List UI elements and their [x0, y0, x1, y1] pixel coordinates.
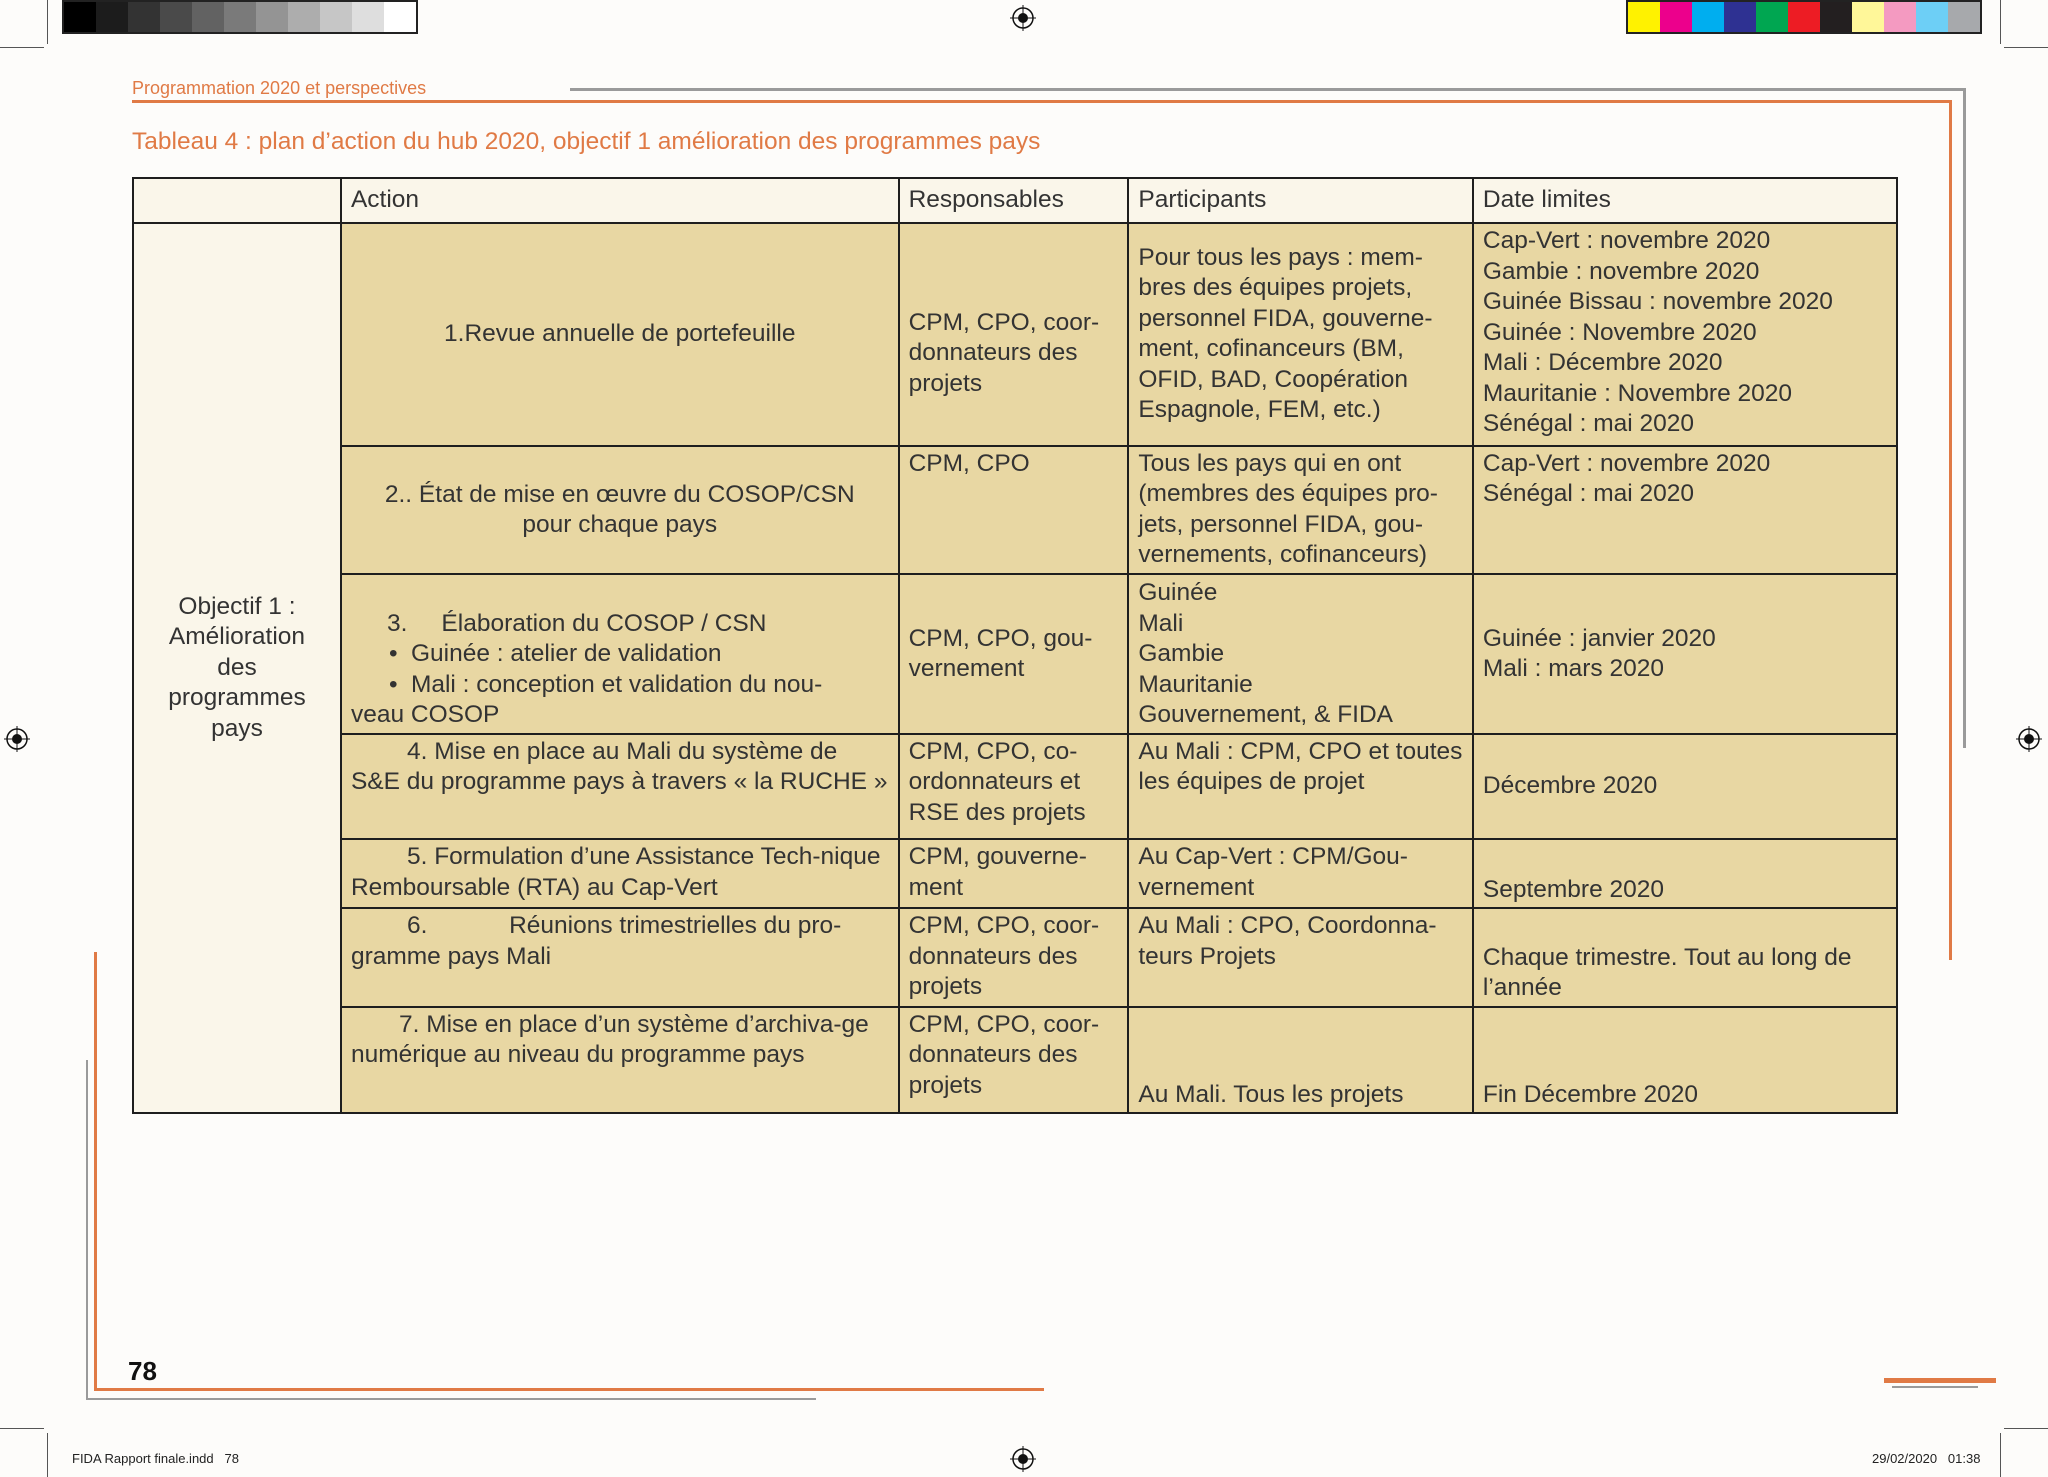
action-cell: 6. Réunions trimestrielles du pro-gramme pays Mali [341, 908, 899, 1006]
footer-accent-gray [1892, 1386, 1978, 1388]
table-row [133, 908, 1897, 1006]
action-cell: 1.Revue annuelle de portefeuille [341, 223, 899, 446]
table-row [133, 734, 1897, 839]
color-swatch [96, 2, 128, 32]
color-swatch [192, 2, 224, 32]
participants-cell: Au Mali. Tous les projets [1128, 1007, 1473, 1113]
participants-cell [1128, 574, 1473, 734]
action-tail: veau COSOP [350, 701, 500, 729]
table-header-row [133, 178, 1897, 223]
color-swatch [1916, 2, 1948, 32]
color-swatch [64, 2, 96, 32]
date-line: Guinée : janvier 2020 [1482, 624, 1716, 652]
action-cell: 4. Mise en place au Mali du système de S&E du programme pays à travers « la RUCHE » [341, 734, 899, 839]
action-bullet: • Mali : conception et validation du nou- [351, 670, 889, 701]
crop-mark [0, 1428, 44, 1429]
date-line: Cap-Vert : novembre 2020 [1482, 227, 1771, 255]
registration-mark-icon [1010, 1446, 1036, 1472]
color-swatch [352, 2, 384, 32]
crop-mark [0, 47, 44, 48]
action-bullet: • Guinée : atelier de validation [351, 639, 889, 670]
color-swatch [1660, 2, 1692, 32]
participants-cell: Pour tous les pays : mem-bres des équipes projets, personnel FIDA, gouverne-ment, cofinanceurs (BM, OFID, BAD, Coopération Espagnole, FEM, etc.) [1128, 223, 1473, 446]
header-participants: Participants [1128, 178, 1473, 223]
slug-filename: FIDA Rapport finale.indd 78 [72, 1451, 239, 1466]
date-line: Mali : mars 2020 [1482, 655, 1664, 682]
date-line: Septembre 2020 [1482, 875, 1665, 903]
action-cell: 2.. État de mise en œuvre du COSOP/CSN pour chaque pays [341, 446, 899, 574]
color-swatch [1852, 2, 1884, 32]
footer-rule-orange [94, 1388, 1044, 1391]
color-swatch [1788, 2, 1820, 32]
footer-rule-gray [86, 1398, 816, 1400]
color-swatch [1692, 2, 1724, 32]
dates-cell [1473, 574, 1897, 734]
table-row [133, 223, 1897, 446]
dates-cell [1473, 908, 1897, 1006]
table-row [133, 839, 1897, 908]
header-rule-gray [570, 88, 1966, 91]
header-corner-cell [133, 178, 341, 223]
crop-mark [47, 0, 48, 44]
responsables-cell: CPM, CPO, gou-vernement [899, 574, 1129, 734]
participants-cell: Tous les pays qui en ont (membres des équipes pro-jets, personnel FIDA, gou-vernements, cofinanceurs) [1128, 446, 1473, 574]
registration-mark-icon [1010, 5, 1036, 31]
dates-cell [1473, 446, 1897, 574]
crop-mark [2000, 1433, 2001, 1477]
color-swatch [1884, 2, 1916, 32]
responsables-cell: CPM, CPO, coor-donnateurs des projets [899, 908, 1129, 1006]
date-line: Décembre 2020 [1482, 772, 1658, 800]
registration-mark-icon [4, 726, 30, 752]
participant-line: Gouvernement, & FIDA [1138, 701, 1394, 729]
frame-rule-orange [1949, 100, 1952, 960]
running-header: Programmation 2020 et perspectives [132, 78, 427, 98]
color-swatch [288, 2, 320, 32]
color-swatch [384, 2, 416, 32]
action-cell [341, 574, 899, 734]
date-line: Guinée Bissau : novembre 2020 [1482, 288, 1833, 316]
table-row [133, 446, 1897, 574]
date-line: Cap-Vert : novembre 2020 [1482, 449, 1771, 477]
crop-mark [2000, 0, 2001, 44]
participants-cell: Au Mali : CPM, CPO et toutes les équipes de projet [1128, 734, 1473, 839]
action-plan-table [132, 177, 1898, 1114]
color-swatch [1628, 2, 1660, 32]
participant-line: Mali [1138, 609, 1184, 637]
dates-cell [1473, 223, 1897, 446]
responsables-cell: CPM, CPO [899, 446, 1129, 574]
crop-mark [47, 1433, 48, 1477]
action-cell: 5. Formulation d’une Assistance Tech-nique Remboursable (RTA) au Cap-Vert [341, 839, 899, 908]
color-swatch [1724, 2, 1756, 32]
color-swatch [1756, 2, 1788, 32]
process-color-bar [1626, 0, 1982, 34]
date-line: Sénégal : mai 2020 [1482, 410, 1694, 438]
color-swatch [128, 2, 160, 32]
crop-mark [2004, 1428, 2048, 1429]
objective-label: Objectif 1 : Amélioration des programmes pays [168, 592, 306, 742]
participant-line: Mauritanie [1138, 670, 1253, 698]
frame-rule-orange-left [94, 952, 97, 1390]
dates-cell [1473, 839, 1897, 908]
objective-cell [133, 223, 341, 1113]
table-row [133, 574, 1897, 734]
participants-cell: Au Mali : CPO, Coordonna-teurs Projets [1128, 908, 1473, 1006]
color-swatch [1820, 2, 1852, 32]
responsables-cell: CPM, CPO, coor-donnateurs des projets [899, 223, 1129, 446]
date-line: Fin Décembre 2020 [1482, 1080, 1699, 1108]
table-row [133, 1007, 1897, 1113]
date-line: Guinée : Novembre 2020 [1482, 318, 1757, 346]
table-caption: Tableau 4 : plan d’action du hub 2020, objectif 1 amélioration des programmes pays [132, 128, 1041, 155]
grayscale-color-bar [62, 0, 418, 34]
color-swatch [256, 2, 288, 32]
participant-line: Guinée [1138, 579, 1218, 607]
action-title: 3. Élaboration du COSOP / CSN [386, 609, 767, 637]
color-swatch [1948, 2, 1980, 32]
header-responsables: Responsables [899, 178, 1129, 223]
color-swatch [320, 2, 352, 32]
responsables-cell: CPM, CPO, co-ordonnateurs et RSE des projets [899, 734, 1129, 839]
responsables-cell: CPM, gouverne-ment [899, 839, 1129, 908]
date-line: Sénégal : mai 2020 [1482, 480, 1694, 508]
dates-cell [1473, 1007, 1897, 1113]
color-swatch [160, 2, 192, 32]
header-rule-orange [132, 100, 1952, 103]
slug-timestamp: 29/02/2020 01:38 [1872, 1451, 1981, 1466]
action-cell: 7. Mise en place d’un système d’archiva-ge numérique au niveau du programme pays [341, 1007, 899, 1113]
page-number: 78 [128, 1356, 157, 1386]
participants-cell: Au Cap-Vert : CPM/Gou-vernement [1128, 839, 1473, 908]
date-line: Chaque trimestre. Tout au long de l’année [1482, 943, 1852, 1002]
date-line: Gambie : novembre 2020 [1482, 257, 1760, 285]
responsables-cell: CPM, CPO, coor-donnateurs des projets [899, 1007, 1129, 1113]
color-swatch [224, 2, 256, 32]
frame-rule-gray [1963, 88, 1966, 748]
registration-mark-icon [2016, 726, 2042, 752]
header-action: Action [341, 178, 899, 223]
frame-rule-gray-left [86, 1060, 88, 1400]
footer-accent-orange [1884, 1378, 1996, 1383]
participant-line: Gambie [1138, 640, 1225, 668]
date-line: Mauritanie : Novembre 2020 [1482, 379, 1793, 407]
dates-cell [1473, 734, 1897, 839]
date-line: Mali : Décembre 2020 [1482, 349, 1723, 377]
header-date-limites: Date limites [1473, 178, 1897, 223]
crop-mark [2004, 47, 2048, 48]
